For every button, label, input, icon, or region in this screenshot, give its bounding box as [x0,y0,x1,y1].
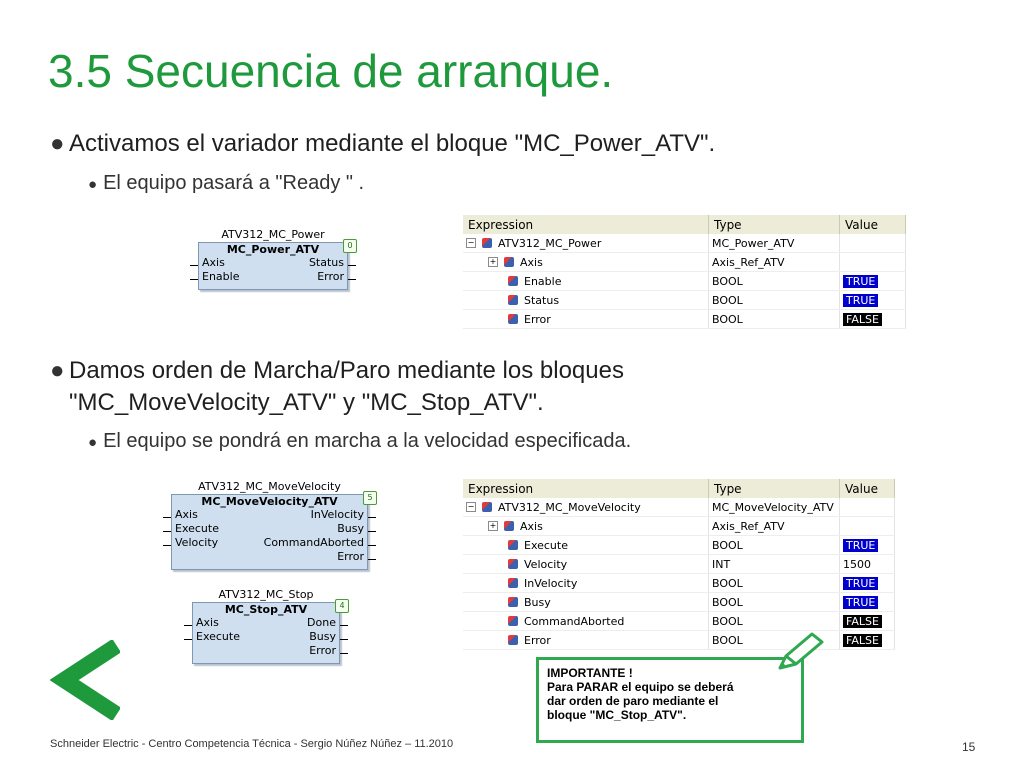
fb-instance-name: ATV312_MC_Power [221,228,325,241]
variable-icon [504,257,514,267]
row-type: MC_Power_ATV [709,234,840,253]
fb-output-busy: Busy [309,630,336,643]
fb-mc-move-velocity [171,480,373,570]
variable-icon [508,295,518,305]
row-type: BOOL [709,272,840,291]
page-number: 15 [962,740,976,754]
fb-pin [190,265,198,266]
fb-pin [184,625,192,626]
value-false[interactable]: FALSE [843,313,882,326]
fb-output-error: Error [337,550,364,563]
fb-input-enable: Enable [202,270,240,283]
row-expression: Status [524,293,560,307]
fb-exec-number: 4 [335,599,349,613]
fb-pin [368,559,376,560]
row-value[interactable]: 1500 [840,555,895,574]
table-row[interactable] [463,555,895,574]
row-type: INT [709,555,840,574]
table-row[interactable] [463,291,906,310]
collapse-icon[interactable]: − [467,238,475,247]
row-expression: InVelocity [524,576,578,590]
fb-exec-number: 5 [363,491,377,505]
row-type: BOOL [709,612,840,631]
bullet-1-sub [88,172,364,195]
bullet-1 [50,128,870,160]
expand-icon[interactable]: + [489,257,497,266]
fb-box [192,601,345,664]
row-expression: ATV312_MC_Power [498,236,602,250]
col-value: Value [840,215,906,234]
variable-icon [482,502,492,512]
bullet-1-sub-text: El equipo pasará a "Ready " . [103,172,365,194]
value-true[interactable]: TRUE [843,294,878,307]
fb-type-name: MC_MoveVelocity_ATV [201,495,338,508]
note-line: bloque "MC_Stop_ATV". [547,708,687,722]
bullet-2-text: Damos orden de Marcha/Paro mediante los bloques "MC_MoveVelocity_ATV" y "MC_Stop_ATV". [69,357,624,416]
row-type: BOOL [709,536,840,555]
fb-pin [340,653,348,654]
fb-pin [163,531,171,532]
row-value [840,517,895,536]
watch-table-power [463,215,906,329]
bullet-dot: ● [50,357,65,384]
note-line: dar orden de paro mediante el [547,694,719,708]
fb-output-error: Error [317,270,344,283]
expand-icon[interactable]: + [489,521,497,530]
fb-input-velocity: Velocity [175,536,219,549]
table-row[interactable] [463,310,906,329]
variable-icon [508,635,518,645]
row-value [840,234,906,253]
fb-input-execute: Execute [196,630,240,643]
row-value [840,253,906,272]
fb-input-axis: Axis [202,256,225,269]
fb-pin [340,625,348,626]
row-type: BOOL [709,593,840,612]
fb-instance-name: ATV312_MC_MoveVelocity [198,480,341,493]
fb-box [198,241,353,290]
bullet-dot: ● [88,176,98,193]
bullet-dot: ● [50,130,65,157]
fb-pin [368,531,376,532]
note-heading: IMPORTANTE ! [547,666,633,680]
pencil-icon [772,628,832,678]
row-expression: Enable [524,274,562,288]
fb-output-status: Status [308,256,344,269]
fb-output-error: Error [309,644,336,657]
table-row[interactable] [463,234,906,253]
fb-input-axis: Axis [196,616,219,629]
row-type: MC_MoveVelocity_ATV [709,498,840,517]
fb-type-name: MC_Power_ATV [226,243,320,256]
fb-pin [190,279,198,280]
fb-pin [368,517,376,518]
row-type: BOOL [709,574,840,593]
value-true[interactable]: TRUE [843,596,878,609]
row-type: BOOL [709,310,840,329]
slide-title: 3.5 Secuencia de arranque. [48,45,614,97]
fb-pin [368,545,376,546]
row-expression: Error [524,312,551,326]
value-true[interactable]: TRUE [843,539,878,552]
important-note [536,657,804,743]
col-value: Value [840,479,895,498]
watch-table-move [463,479,895,650]
table-row[interactable] [463,253,906,272]
fb-instance-name: ATV312_MC_Stop [218,588,314,601]
variable-icon [508,578,518,588]
fb-pin [348,279,356,280]
row-type: Axis_Ref_ATV [709,253,840,272]
fb-pin [340,639,348,640]
variable-icon [508,540,518,550]
bullet-2-sub-text: El equipo se pondrá en marcha a la velocidad especificada. [103,430,632,452]
bullet-2-sub [88,430,631,453]
fb-pin [163,545,171,546]
value-false[interactable]: FALSE [843,634,882,647]
table-row[interactable] [463,536,895,555]
fb-output-busy: Busy [337,522,364,535]
fb-exec-number: 0 [343,239,357,253]
col-expression: Expression [463,215,709,234]
bullet-2 [50,355,770,419]
table-row[interactable] [463,517,895,536]
row-expression: Velocity [524,557,568,571]
bullet-dot: ● [88,434,98,451]
row-type: BOOL [709,291,840,310]
row-expression: Execute [524,538,568,552]
variable-icon [504,521,514,531]
fb-output-done: Done [307,616,336,629]
bullet-1-text: Activamos el variador mediante el bloque "MC_Power_ATV". [69,130,716,157]
value-true[interactable]: TRUE [843,275,878,288]
fb-box [171,493,373,570]
back-arrow-icon[interactable] [50,640,120,720]
variable-icon [508,616,518,626]
value-false[interactable]: FALSE [843,615,882,628]
fb-pin [348,265,356,266]
row-expression: Busy [524,595,551,609]
row-expression: Axis [520,519,543,533]
col-type: Type [709,479,840,498]
col-type: Type [709,215,840,234]
table-row[interactable] [463,498,895,517]
row-expression: ATV312_MC_MoveVelocity [498,500,641,514]
fb-input-axis: Axis [175,508,198,521]
variable-icon [508,276,518,286]
fb-mc-power [198,228,353,290]
variable-icon [508,314,518,324]
row-expression: Error [524,633,551,647]
collapse-icon[interactable]: − [467,502,475,511]
fb-pin [184,639,192,640]
fb-pin [163,517,171,518]
fb-input-execute: Execute [175,522,219,535]
note-line: Para PARAR el equipo se deberá [547,680,734,694]
variable-icon [508,559,518,569]
row-type: BOOL [709,631,840,650]
footer-text: Schneider Electric - Centro Competencia Técnica - Sergio Núñez Núñez – 11.2010 [50,738,454,750]
table-row[interactable] [463,593,895,612]
fb-type-name: MC_Stop_ATV [224,603,308,616]
table-row[interactable] [463,574,895,593]
fb-mc-stop [192,588,345,664]
fb-output-commandaborted: CommandAborted [263,536,364,549]
value-true[interactable]: TRUE [843,577,878,590]
row-type: Axis_Ref_ATV [709,517,840,536]
variable-icon [508,597,518,607]
row-value [840,498,895,517]
row-expression: CommandAborted [524,614,625,628]
col-expression: Expression [463,479,709,498]
row-expression: Axis [520,255,543,269]
fb-output-invelocity: InVelocity [310,508,364,521]
variable-icon [482,238,492,248]
table-row[interactable] [463,272,906,291]
